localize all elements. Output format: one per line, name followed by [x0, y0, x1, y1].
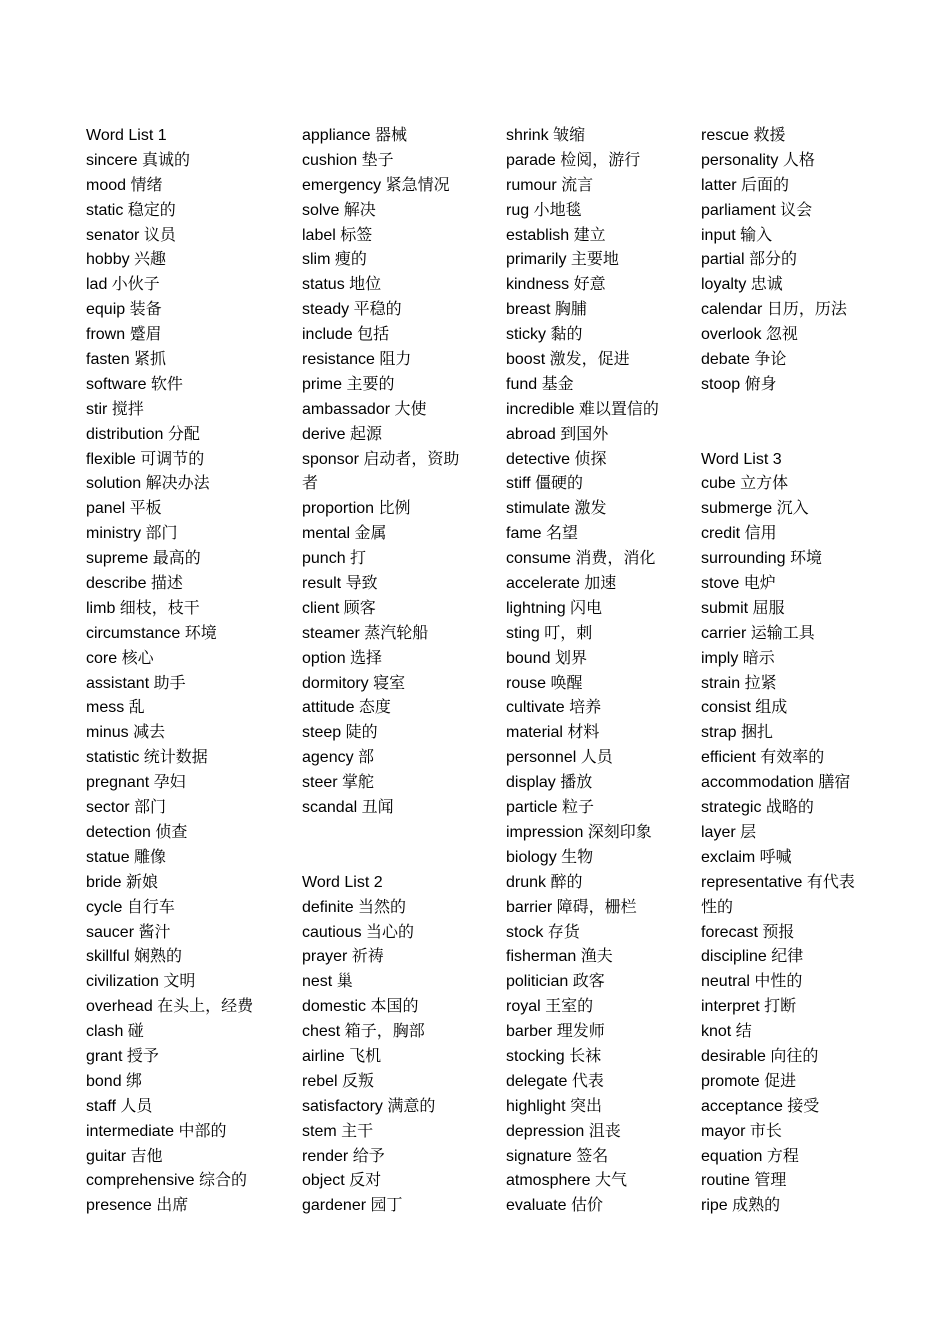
- word-entry: frown 蹙眉: [86, 326, 162, 344]
- word-entry: consume 消费，消化: [506, 550, 656, 568]
- word-entry: emergency 紧急情况: [302, 176, 450, 194]
- word-entry: credit 信用: [701, 525, 777, 543]
- word-entry: representative 有代表: [701, 873, 855, 891]
- word-entry: ambassador 大使: [302, 400, 427, 418]
- word-entry: material 材料: [506, 724, 600, 742]
- word-entry: loyalty 忠诚: [701, 276, 783, 294]
- word-entry: render 给予: [302, 1147, 385, 1165]
- word-entry: proportion 比例: [302, 500, 411, 518]
- word-entry: fame 名望: [506, 525, 579, 543]
- word-entry: overlook 忽视: [701, 326, 798, 344]
- word-entry: object 反对: [302, 1172, 382, 1190]
- word-entry: bride 新娘: [86, 873, 159, 891]
- word-entry: describe 描述: [86, 575, 183, 593]
- word-entry: boost 激发，促进: [506, 351, 630, 369]
- word-entry: accommodation 膳宿: [701, 774, 851, 792]
- word-list-heading: Word List 1: [86, 127, 167, 144]
- word-entry: sticky 黏的: [506, 326, 583, 344]
- word-entry: politician 政客: [506, 973, 605, 991]
- word-entry: rebel 反叛: [302, 1072, 375, 1090]
- word-entry: scandal 丑闻: [302, 799, 394, 817]
- word-entry: evaluate 估价: [506, 1197, 603, 1215]
- word-entry: establish 建立: [506, 226, 606, 244]
- word-entry: interpret 打断: [701, 998, 797, 1016]
- word-entry: neutral 中性的: [701, 973, 803, 991]
- word-entry: detective 侦探: [506, 450, 607, 468]
- word-entry: steamer 蒸汽轮船: [302, 624, 429, 642]
- word-entry: royal 王室的: [506, 998, 594, 1016]
- word-entry: routine 管理: [701, 1172, 787, 1190]
- word-entry: satisfactory 满意的: [302, 1097, 436, 1115]
- column-4: [701, 124, 871, 1219]
- word-entry: steer 掌舵: [302, 774, 375, 792]
- word-entry: core 核心: [86, 649, 154, 667]
- word-entry: display 播放: [506, 774, 593, 792]
- word-entry: surrounding 环境: [701, 550, 822, 568]
- word-entry: steep 陡的: [302, 724, 378, 742]
- word-entry: result 导致: [302, 575, 378, 593]
- word-entry: sponsor 启动者，资助: [302, 450, 460, 468]
- word-entry: forecast 预报: [701, 923, 795, 941]
- word-entry: client 顾客: [302, 599, 376, 617]
- word-entry: drunk 醉的: [506, 873, 583, 891]
- word-entry: rescue 救援: [701, 127, 786, 144]
- word-entry: mood 情绪: [86, 176, 163, 194]
- word-entry: circumstance 环境: [86, 624, 217, 642]
- word-entry: breast 胸脯: [506, 301, 587, 319]
- word-entry: gardener 园丁: [302, 1197, 403, 1215]
- column-1: [86, 124, 286, 1219]
- word-entry: depression 沮丧: [506, 1122, 621, 1140]
- word-entry: status 地位: [302, 276, 382, 294]
- word-entry: particle 粒子: [506, 799, 595, 817]
- word-entry: statue 雕像: [86, 848, 167, 866]
- blank-line: [701, 398, 871, 423]
- word-entry: submerge 沉入: [701, 500, 809, 518]
- word-entry: consist 组成: [701, 699, 788, 717]
- blank-line: [302, 846, 492, 871]
- word-entry: stove 电炉: [701, 575, 776, 593]
- word-entry: label 标签: [302, 226, 373, 244]
- word-entry: rumour 流言: [506, 176, 594, 194]
- word-entry: lad 小伙子: [86, 276, 160, 294]
- word-entry: debate 争论: [701, 351, 787, 369]
- word-entry: cautious 当心的: [302, 923, 415, 941]
- word-entry: guitar 吉他: [86, 1147, 163, 1165]
- word-entry: limb 细枝，枝干: [86, 599, 200, 617]
- word-entry: civilization 文明: [86, 973, 196, 991]
- word-entry: parliament 议会: [701, 201, 813, 219]
- word-entry: incredible 难以置信的: [506, 400, 659, 418]
- word-entry: barber 理发师: [506, 1023, 605, 1041]
- column-2: [302, 124, 492, 1219]
- word-entry: flexible 可调节的: [86, 450, 205, 468]
- word-entry: imply 暗示: [701, 649, 775, 667]
- word-entry: rug 小地毯: [506, 201, 582, 219]
- word-entry: clash 碰: [86, 1023, 144, 1041]
- word-entry: minus 减去: [86, 724, 166, 742]
- word-entry: stem 主干: [302, 1122, 374, 1140]
- word-entry: nest 巢: [302, 973, 353, 991]
- word-entry: exclaim 呼喊: [701, 848, 792, 866]
- word-entry: appliance 器械: [302, 127, 407, 144]
- word-entry: 者: [302, 475, 319, 493]
- word-entry: assistant 助手: [86, 674, 186, 692]
- word-entry: steady 平稳的: [302, 301, 402, 319]
- word-entry: solution 解决办法: [86, 475, 210, 493]
- word-entry: barrier 障碍，栅栏: [506, 898, 637, 916]
- word-entry: strategic 战略的: [701, 799, 814, 817]
- word-entry: prime 主要的: [302, 375, 395, 393]
- blank-line: [302, 821, 492, 846]
- word-entry: desirable 向往的: [701, 1047, 819, 1065]
- word-entry: pregnant 孕妇: [86, 774, 186, 792]
- word-list-heading: Word List 3: [701, 450, 782, 468]
- word-entry: carrier 运输工具: [701, 624, 815, 642]
- word-entry: latter 后面的: [701, 176, 790, 194]
- word-entry: shrink 皱缩: [506, 127, 586, 144]
- word-entry: fund 基金: [506, 375, 574, 393]
- word-entry: dormitory 寝室: [302, 674, 406, 692]
- word-entry: domestic 本国的: [302, 998, 419, 1016]
- word-entry: strap 捆扎: [701, 724, 774, 742]
- word-entry: comprehensive 综合的: [86, 1172, 247, 1190]
- word-entry: highlight 突出: [506, 1097, 603, 1115]
- word-entry: distribution 分配: [86, 425, 200, 443]
- word-entry: mental 金属: [302, 525, 387, 543]
- word-entry: kindness 好意: [506, 276, 606, 294]
- word-entry: detection 侦查: [86, 823, 188, 841]
- word-entry: presence 出席: [86, 1197, 189, 1215]
- word-entry: overhead 在头上，经费: [86, 998, 254, 1016]
- word-entry: sector 部门: [86, 799, 167, 817]
- word-entry: solve 解决: [302, 201, 376, 219]
- word-entry: impression 深刻印象: [506, 823, 652, 841]
- word-entry: staff 人员: [86, 1097, 153, 1115]
- word-entry: definite 当然的: [302, 898, 407, 916]
- word-entry: chest 箱子，胸部: [302, 1023, 425, 1041]
- word-entry: punch 打: [302, 550, 367, 568]
- word-entry: stiff 僵硬的: [506, 475, 584, 493]
- word-entry: stock 存货: [506, 923, 580, 941]
- word-entry: ministry 部门: [86, 525, 178, 543]
- word-entry: panel 平板: [86, 500, 162, 518]
- word-entry: layer 层: [701, 823, 757, 841]
- word-entry: slim 瘦的: [302, 251, 367, 269]
- word-entry: resistance 阻力: [302, 351, 412, 369]
- word-entry: fisherman 渔夫: [506, 948, 613, 966]
- word-entry: skillful 娴熟的: [86, 948, 183, 966]
- word-entry: agency 部: [302, 749, 375, 767]
- word-entry: mayor 市长: [701, 1122, 782, 1140]
- word-entry: cultivate 培养: [506, 699, 602, 717]
- word-entry: grant 授予: [86, 1047, 159, 1065]
- word-entry: ripe 成熟的: [701, 1197, 781, 1215]
- word-entry: attitude 态度: [302, 699, 391, 717]
- word-entry: software 软件: [86, 375, 183, 393]
- word-entry: calendar 日历，历法: [701, 301, 847, 319]
- word-entry: sincere 真诚的: [86, 151, 191, 169]
- word-entry: stimulate 激发: [506, 500, 607, 518]
- word-entry: lightning 闪电: [506, 599, 603, 617]
- word-entry: senator 议员: [86, 226, 176, 244]
- word-entry: intermediate 中部的: [86, 1122, 227, 1140]
- word-entry: fasten 紧抓: [86, 351, 167, 369]
- word-entry: statistic 统计数据: [86, 749, 208, 767]
- word-entry: hobby 兴趣: [86, 251, 167, 269]
- word-entry: include 包括: [302, 326, 390, 344]
- word-entry: prayer 祈祷: [302, 948, 384, 966]
- word-entry: knot 结: [701, 1023, 752, 1041]
- column-3: [506, 124, 686, 1219]
- word-entry: acceptance 接受: [701, 1097, 820, 1115]
- word-entry: stoop 俯身: [701, 375, 777, 393]
- word-entry: rouse 唤醒: [506, 674, 583, 692]
- word-entry: 性的: [701, 898, 734, 916]
- word-entry: stocking 长袜: [506, 1047, 602, 1065]
- word-entry: delegate 代表: [506, 1072, 604, 1090]
- word-entry: signature 签名: [506, 1147, 609, 1165]
- word-entry: cycle 自行车: [86, 898, 175, 916]
- word-entry: static 稳定的: [86, 201, 176, 219]
- word-entry: strain 拉紧: [701, 674, 777, 692]
- word-entry: abroad 到国外: [506, 425, 609, 443]
- word-entry: parade 检阅，游行: [506, 151, 641, 169]
- word-entry: sting 叮，刺: [506, 624, 593, 642]
- word-entry: saucer 酱汁: [86, 923, 171, 941]
- word-entry: submit 屈服: [701, 599, 785, 617]
- word-list-heading: Word List 2: [302, 873, 383, 891]
- word-entry: mess 乱: [86, 699, 145, 717]
- word-entry: efficient 有效率的: [701, 749, 825, 767]
- word-entry: promote 促进: [701, 1072, 797, 1090]
- word-entry: stir 搅拌: [86, 400, 144, 418]
- word-entry: cushion 垫子: [302, 151, 394, 169]
- word-entry: supreme 最高的: [86, 550, 201, 568]
- word-entry: derive 起源: [302, 425, 383, 443]
- word-entry: bond 绑: [86, 1072, 143, 1090]
- word-entry: atmosphere 大气: [506, 1172, 627, 1190]
- word-entry: input 输入: [701, 226, 773, 244]
- word-entry: personality 人格: [701, 151, 815, 169]
- word-entry: accelerate 加速: [506, 575, 617, 593]
- blank-line: [701, 423, 871, 448]
- word-entry: option 选择: [302, 649, 383, 667]
- word-entry: equation 方程: [701, 1147, 799, 1165]
- word-entry: primarily 主要地: [506, 251, 619, 269]
- word-entry: bound 划界: [506, 649, 587, 667]
- word-entry: discipline 纪律: [701, 948, 804, 966]
- word-entry: airline 飞机: [302, 1047, 382, 1065]
- word-entry: equip 装备: [86, 301, 162, 319]
- word-entry: partial 部分的: [701, 251, 798, 269]
- word-entry: biology 生物: [506, 848, 594, 866]
- word-entry: personnel 人员: [506, 749, 613, 767]
- word-entry: cube 立方体: [701, 475, 789, 493]
